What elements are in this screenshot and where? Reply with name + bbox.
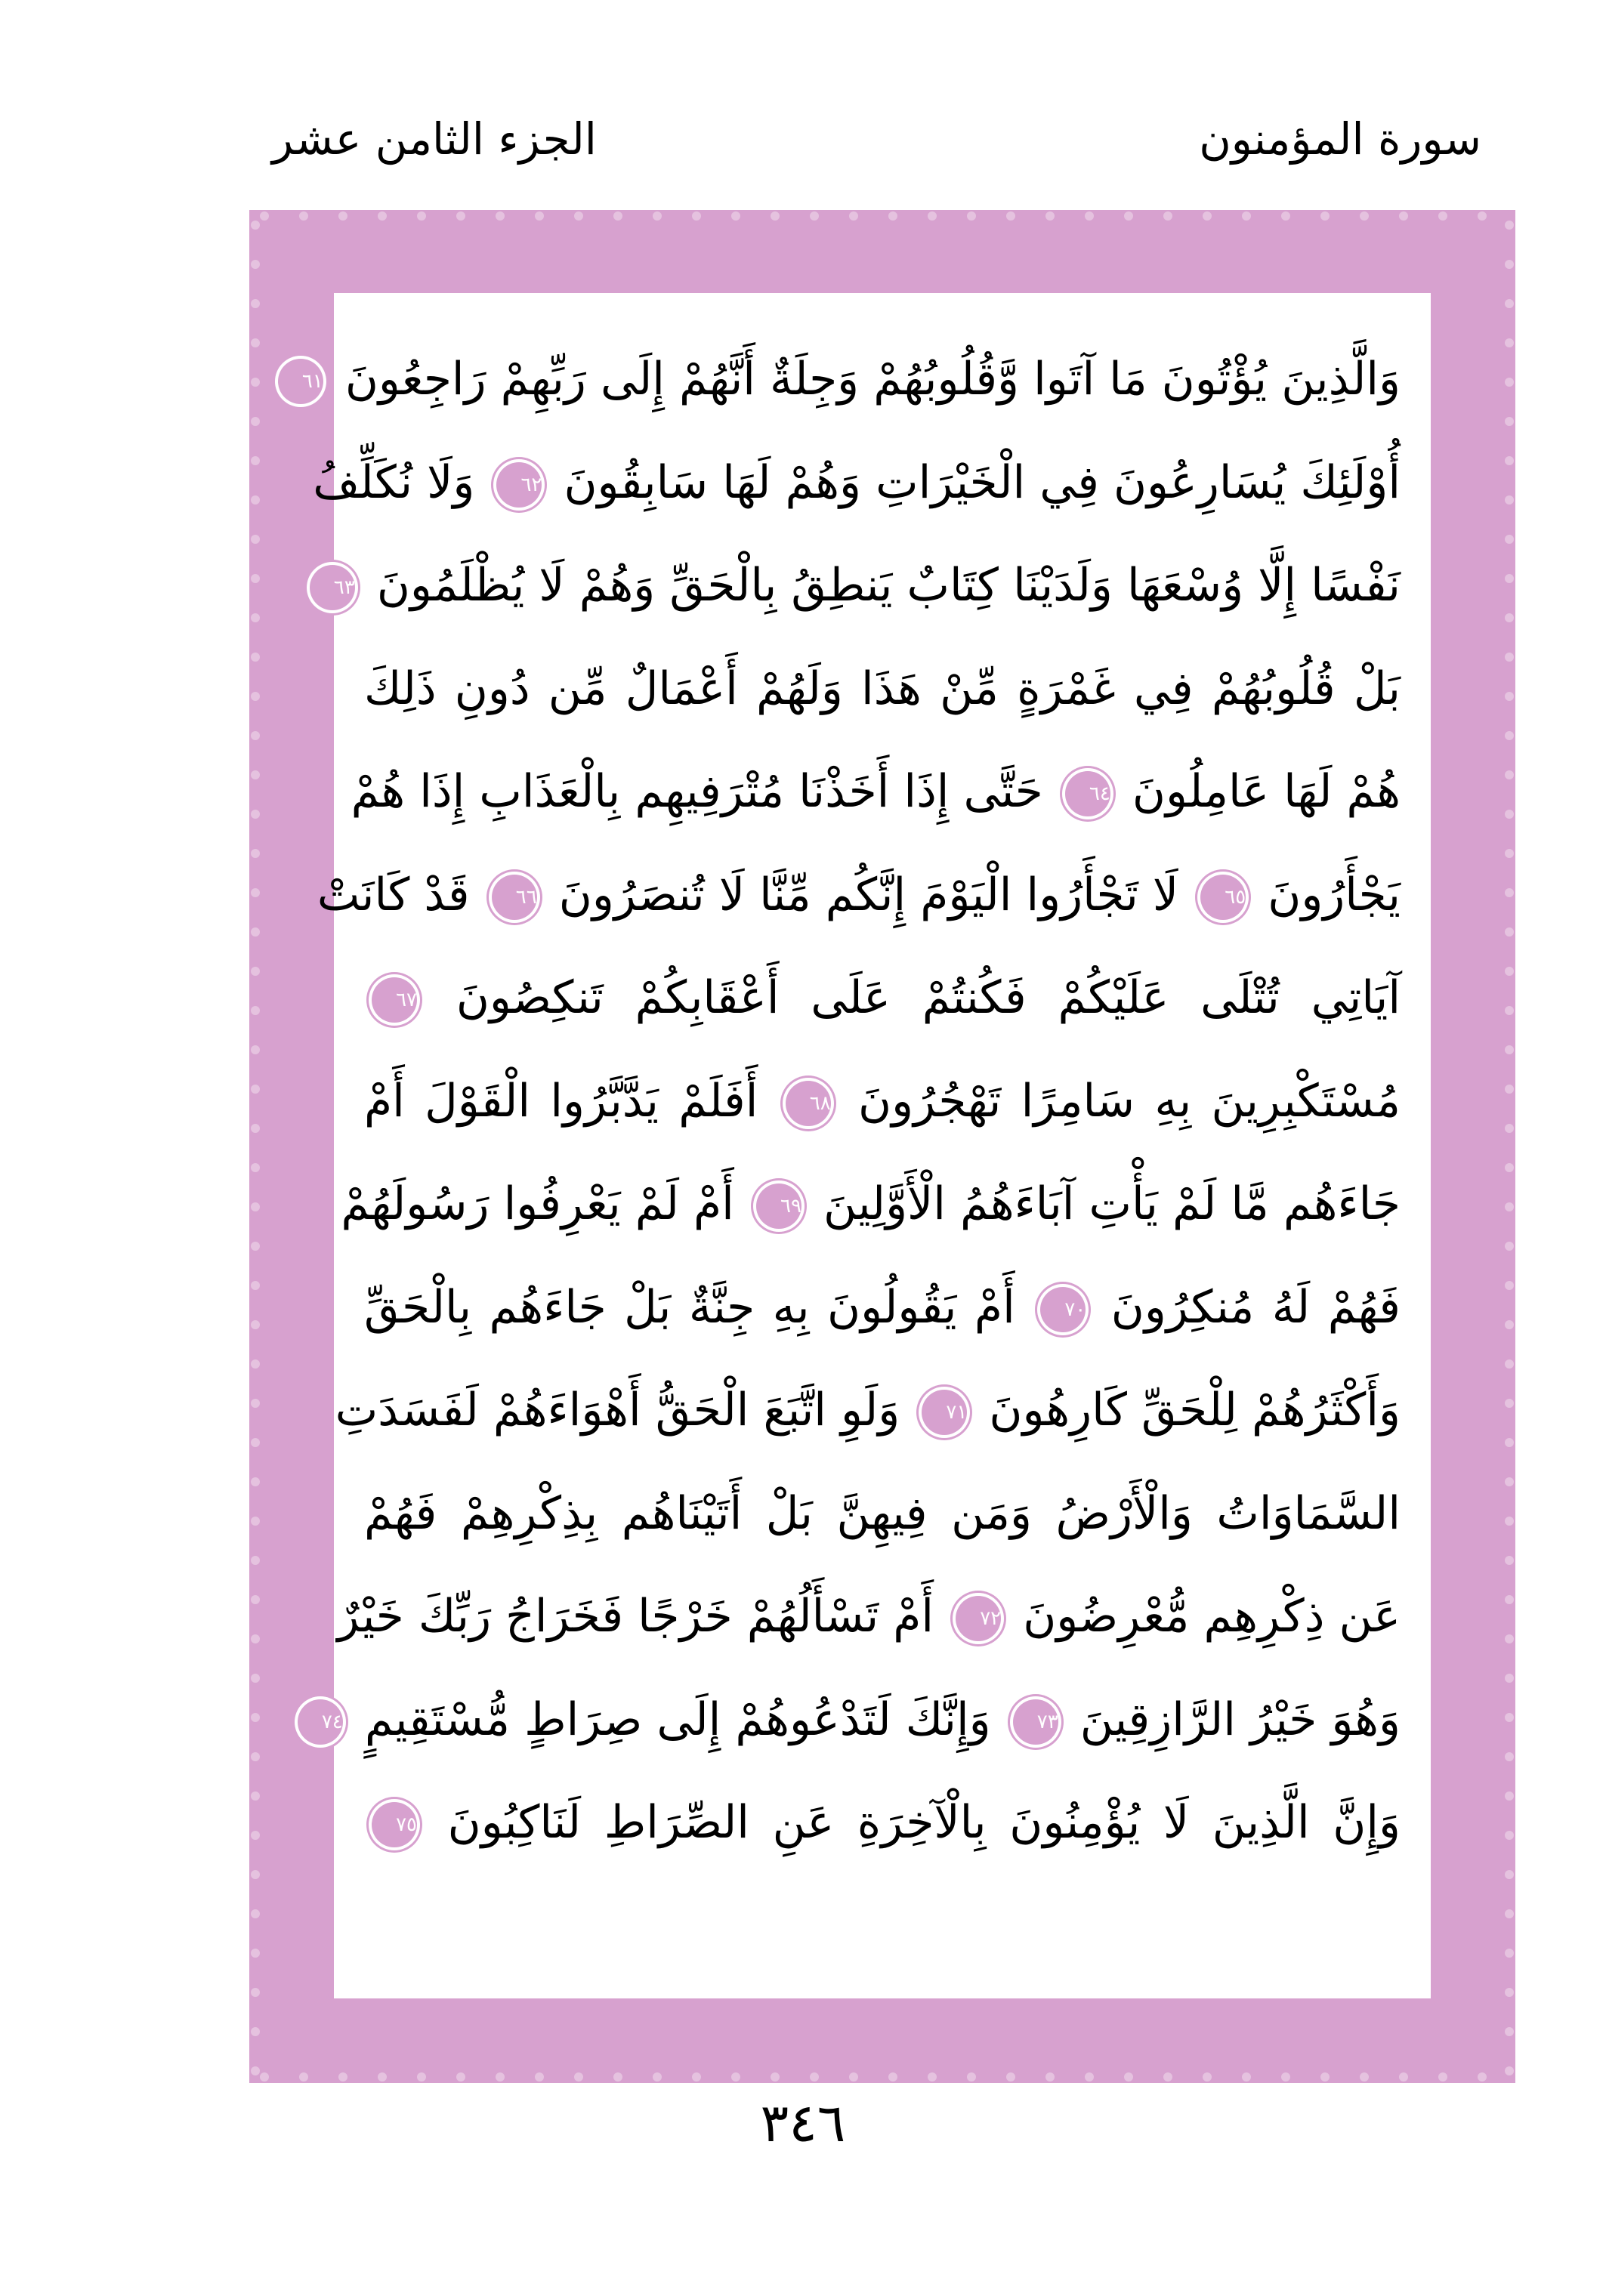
frame-scallop: [251, 1831, 260, 1840]
verse-line: [364, 637, 1401, 741]
verse-text: أَمْ يَقُولُونَ بِهِ جِنَّةٌ بَلْ جَاءَهُم بِالْحَقِّ: [364, 1280, 1015, 1334]
verse-line: [341, 1153, 1401, 1256]
frame-scallop: [1505, 1085, 1514, 1094]
verse-text: وَلَوِ اتَّبَعَ الْحَقُّ أَهْوَاءَهُمْ لَفَسَدَتِ: [335, 1384, 900, 1437]
frame-scallop: [251, 417, 260, 426]
frame-scallop: [496, 211, 505, 221]
frame-scallop: [1505, 1281, 1514, 1290]
frame-scallop: [456, 211, 465, 221]
frame-scallop: [1505, 810, 1514, 819]
frame-scallop: [251, 1281, 260, 1290]
frame-scallop: [613, 211, 622, 221]
frame-scallop: [251, 1791, 260, 1801]
frame-scallop: [1360, 211, 1369, 221]
frame-scallop: [378, 211, 387, 221]
frame-scallop: [653, 211, 662, 221]
juz-name-header: الجزء الثامن عشر: [272, 113, 597, 165]
frame-scallop: [251, 1242, 260, 1251]
frame-scallop: [1242, 2072, 1251, 2082]
frame-scallop: [1505, 1556, 1514, 1565]
verse-text: أَمْ لَمْ يَعْرِفُوا رَسُولَهُمْ: [341, 1177, 734, 1230]
frame-scallop: [251, 1477, 260, 1486]
frame-scallop: [1505, 1242, 1514, 1251]
frame-scallop: [251, 1517, 260, 1526]
frame-scallop: [1505, 888, 1514, 897]
ayah-number-marker: ٧٥: [372, 1802, 417, 1847]
frame-scallop: [338, 211, 347, 221]
frame-scallop: [613, 2072, 622, 2082]
frame-scallop: [1505, 770, 1514, 779]
frame-scallop: [1124, 2072, 1133, 2082]
frame-scallop: [692, 2072, 701, 2082]
frame-scallop: [251, 1124, 260, 1133]
frame-scallop: [810, 211, 819, 221]
verse-text: يَجْأَرُونَ: [1268, 868, 1401, 921]
frame-scallop: [299, 211, 308, 221]
verse-line: [364, 1771, 1401, 1875]
frame-scallop: [251, 1438, 260, 1447]
frame-scallop: [251, 1359, 260, 1369]
ayah-number-marker: ٧٣: [1013, 1699, 1058, 1745]
verse-line: [313, 431, 1401, 535]
frame-scallop: [251, 574, 260, 583]
frame-scallop: [849, 2072, 858, 2082]
frame-scallop: [251, 1752, 260, 1761]
frame-scallop: [251, 535, 260, 544]
verse-line: [351, 740, 1401, 844]
frame-scallop: [1505, 1045, 1514, 1054]
verse-line: [337, 1565, 1401, 1668]
frame-scallop: [1085, 211, 1094, 221]
verse-text: عَن ذِكْرِهِم مُّعْرِضُونَ: [1023, 1590, 1401, 1643]
frame-scallop: [1124, 211, 1133, 221]
frame-scallop: [1505, 1477, 1514, 1486]
frame-scallop: [1505, 1713, 1514, 1722]
frame-scallop: [251, 770, 260, 779]
frame-scallop: [251, 260, 260, 269]
frame-scallop: [1505, 378, 1514, 387]
frame-scallop: [535, 211, 544, 221]
verse-line: [364, 1256, 1401, 1359]
frame-scallop: [251, 299, 260, 308]
frame-scallop: [251, 1909, 260, 1918]
frame-scallop: [251, 653, 260, 662]
frame-scallop: [251, 731, 260, 740]
ayah-number-marker: ٧٤: [298, 1699, 343, 1745]
frame-scallop: [251, 1556, 260, 1565]
frame-scallop: [1505, 849, 1514, 858]
frame-scallop: [1505, 692, 1514, 701]
verse-text: أَمْ تَسْأَلُهُمْ خَرْجًا فَخَرَاجُ رَبِّكَ خَيْرٌ: [337, 1590, 934, 1643]
frame-scallop: [535, 2072, 544, 2082]
frame-scallop: [1045, 2072, 1055, 2082]
verse-text: أَفَلَمْ يَدَّبَّرُوا الْقَوْلَ أَمْ: [364, 1074, 758, 1128]
ayah-number-marker: ٦٩: [756, 1183, 801, 1229]
frame-scallop: [1505, 2027, 1514, 2036]
verse-text: لَا تَجْأَرُوا الْيَوْمَ إِنَّكُم مِّنَّا لَا تُنصَرُونَ: [558, 868, 1179, 921]
frame-scallop: [1360, 2072, 1369, 2082]
frame-scallop: [1438, 2072, 1447, 2082]
verse-text: أُوْلَئِكَ يُسَارِعُونَ فِي الْخَيْرَاتِ وَهُمْ لَهَا سَابِقُونَ: [564, 455, 1401, 509]
frame-scallop: [251, 1634, 260, 1643]
frame-scallop: [1505, 1438, 1514, 1447]
frame-scallop: [1505, 2066, 1514, 2075]
ayah-number-marker: ٦٤: [1065, 771, 1110, 816]
verse-text: قَدْ كَانَتْ: [317, 868, 470, 921]
frame-scallop: [496, 2072, 505, 2082]
verse-text: آيَاتِي تُتْلَى عَلَيْكُمْ فَكُنتُمْ عَلَى أَعْقَابِكُمْ تَنكِصُونَ: [456, 971, 1401, 1024]
frame-scallop: [967, 2072, 976, 2082]
frame-scallop: [1478, 211, 1487, 221]
frame-scallop: [251, 378, 260, 387]
frame-scallop: [1505, 1595, 1514, 1604]
frame-scallop: [888, 2072, 897, 2082]
ayah-number-marker: ٦٥: [1200, 875, 1246, 920]
frame-scallop: [1203, 211, 1212, 221]
frame-scallop: [1505, 1909, 1514, 1918]
frame-scallop: [1505, 260, 1514, 269]
frame-scallop: [1505, 456, 1514, 465]
frame-scallop: [1281, 211, 1290, 221]
frame-scallop: [1505, 1870, 1514, 1879]
frame-scallop: [251, 221, 260, 230]
frame-scallop: [928, 2072, 937, 2082]
frame-scallop: [888, 211, 897, 221]
frame-scallop: [1505, 1791, 1514, 1801]
verse-line: [335, 1359, 1401, 1462]
frame-scallop: [1505, 495, 1514, 505]
frame-scallop: [251, 1163, 260, 1172]
frame-scallop: [1505, 1949, 1514, 1958]
frame-scallop: [1505, 574, 1514, 583]
frame-scallop: [1505, 1517, 1514, 1526]
frame-scallop: [1505, 1320, 1514, 1329]
text-panel: [301, 293, 1431, 1998]
frame-scallop: [731, 211, 740, 221]
page-number: ٣٤٦: [760, 2092, 846, 2154]
frame-scallop: [1281, 2072, 1290, 2082]
frame-scallop: [260, 2072, 269, 2082]
frame-scallop: [251, 1870, 260, 1879]
frame-scallop: [1505, 1988, 1514, 1997]
frame-scallop: [1242, 211, 1251, 221]
verse-line: [364, 946, 1401, 1050]
frame-scallop: [1505, 535, 1514, 544]
surah-name-header: سورة المؤمنون: [1199, 113, 1481, 165]
frame-scallop: [771, 211, 780, 221]
frame-scallop: [251, 1674, 260, 1683]
verse-text: مُسْتَكْبِرِينَ بِهِ سَامِرًا تَهْجُرُونَ: [858, 1074, 1401, 1128]
frame-scallop: [1505, 1006, 1514, 1015]
verse-line: [321, 1668, 1401, 1772]
frame-scallop: [1505, 417, 1514, 426]
ayah-number-marker: ٦١: [278, 359, 323, 404]
frame-scallop: [251, 2027, 260, 2036]
frame-scallop: [1006, 211, 1015, 221]
frame-scallop: [574, 2072, 583, 2082]
frame-scallop: [1045, 211, 1055, 221]
frame-scallop: [251, 1399, 260, 1408]
verse-line: [301, 328, 1401, 431]
frame-scallop: [574, 211, 583, 221]
frame-scallop: [653, 2072, 662, 2082]
frame-scallop: [1399, 211, 1408, 221]
frame-scallop: [251, 888, 260, 897]
frame-scallop: [251, 1949, 260, 1958]
frame-scallop: [692, 211, 701, 221]
frame-scallop: [378, 2072, 387, 2082]
frame-scallop: [251, 1045, 260, 1054]
frame-scallop: [251, 1085, 260, 1094]
frame-scallop: [1478, 2072, 1487, 2082]
frame-scallop: [1505, 1163, 1514, 1172]
frame-scallop: [1505, 221, 1514, 230]
verse-text: السَّمَاوَاتُ وَالْأَرْضُ وَمَن فِيهِنَّ بَلْ أَتَيْنَاهُم بِذِكْرِهِمْ فَهُمْ: [364, 1486, 1401, 1540]
frame-scallop: [1203, 2072, 1212, 2082]
frame-scallop: [1505, 1752, 1514, 1761]
frame-scallop: [251, 2066, 260, 2075]
frame-scallop: [456, 2072, 465, 2082]
ayah-number-marker: ٦٨: [786, 1081, 831, 1126]
verse-line: [317, 844, 1401, 947]
frame-scallop: [251, 1988, 260, 1997]
frame-scallop: [731, 2072, 740, 2082]
frame-scallop: [1163, 211, 1172, 221]
verse-text: وَأَكْثَرُهُمْ لِلْحَقِّ كَارِهُونَ: [989, 1384, 1401, 1437]
frame-scallop: [1505, 967, 1514, 976]
frame-scallop: [417, 2072, 426, 2082]
verse-text: وَإِنَّكَ لَتَدْعُوهُمْ إِلَى صِرَاطٍ مُّسْتَقِيمٍ: [364, 1693, 991, 1746]
frame-scallop: [1505, 1399, 1514, 1408]
frame-scallop: [810, 2072, 819, 2082]
frame-scallop: [251, 1006, 260, 1015]
verse-text: فَهُمْ لَهُ مُنكِرُونَ: [1110, 1280, 1401, 1334]
frame-scallop: [251, 1320, 260, 1329]
frame-scallop: [251, 495, 260, 505]
verse-text: وَلَا نُكَلِّفُ: [313, 455, 475, 509]
frame-scallop: [251, 1202, 260, 1211]
frame-scallop: [251, 967, 260, 976]
frame-scallop: [251, 692, 260, 701]
frame-scallop: [849, 211, 858, 221]
frame-scallop: [251, 456, 260, 465]
verse-text: وَالَّذِينَ يُؤْتُونَ مَا آتَوا وَّقُلُوبُهُمْ وَجِلَةٌ أَنَّهُمْ إِلَى رَبِّهِمْ رَاجِعُونَ: [344, 353, 1401, 406]
frame-scallop: [1505, 1359, 1514, 1369]
frame-scallop: [260, 211, 269, 221]
verse-text: جَاءَهُم مَّا لَمْ يَأْتِ آبَاءَهُمُ الْأَوَّلِينَ: [823, 1177, 1401, 1230]
frame-scallop: [1163, 2072, 1172, 2082]
frame-scallop: [251, 927, 260, 937]
frame-scallop: [1505, 1634, 1514, 1643]
frame-scallop: [1438, 211, 1447, 221]
frame-scallop: [1399, 2072, 1408, 2082]
frame-scallop: [251, 613, 260, 622]
ayah-number-marker: ٦٦: [492, 875, 537, 920]
frame-scallop: [299, 2072, 308, 2082]
verse-text: هُمْ لَهَا عَامِلُونَ: [1132, 765, 1401, 818]
ayah-number-marker: ٧١: [922, 1390, 967, 1435]
frame-scallop: [251, 849, 260, 858]
frame-scallop: [928, 211, 937, 221]
frame-scallop: [1505, 927, 1514, 937]
ayah-number-marker: ٧٢: [956, 1596, 1001, 1641]
verse-text: حَتَّى إِذَا أَخَذْنَا مُتْرَفِيهِم بِالْعَذَابِ إِذَا هُمْ: [351, 765, 1043, 818]
frame-scallop: [1505, 1674, 1514, 1683]
verse-text: بَلْ قُلُوبُهُمْ فِي غَمْرَةٍ مِّنْ هَذَا وَلَهُمْ أَعْمَالٌ مِّن دُونِ ذَلِكَ: [364, 662, 1401, 715]
frame-scallop: [251, 810, 260, 819]
frame-scallop: [338, 2072, 347, 2082]
ayah-number-marker: ٦٧: [372, 977, 417, 1023]
frame-scallop: [1320, 2072, 1330, 2082]
ayah-number-marker: ٦٣: [310, 565, 355, 610]
frame-scallop: [1505, 1202, 1514, 1211]
verse-lines: [301, 328, 1401, 1875]
frame-scallop: [1505, 299, 1514, 308]
frame-scallop: [251, 1595, 260, 1604]
verse-text: نَفْسًا إِلَّا وُسْعَهَا وَلَدَيْنَا كِتَابٌ يَنطِقُ بِالْحَقِّ وَهُمْ لَا يُظْلَمُونَ: [376, 559, 1401, 612]
frame-scallop: [1505, 731, 1514, 740]
frame-scallop: [417, 211, 426, 221]
verse-line: [333, 534, 1401, 637]
verse-line: [364, 1462, 1401, 1566]
frame-scallop: [1505, 1124, 1514, 1133]
verse-line: [364, 1050, 1401, 1153]
verse-text: وَإِنَّ الَّذِينَ لَا يُؤْمِنُونَ بِالْآخِرَةِ عَنِ الصِّرَاطِ لَنَاكِبُونَ: [447, 1796, 1401, 1849]
frame-scallop: [251, 1713, 260, 1722]
ayah-number-marker: ٦٢: [496, 462, 542, 508]
frame-scallop: [1505, 1831, 1514, 1840]
frame-scallop: [771, 2072, 780, 2082]
frame-scallop: [1505, 338, 1514, 347]
verse-text: وَهُوَ خَيْرُ الرَّازِقِينَ: [1079, 1693, 1401, 1746]
frame-scallop: [967, 211, 976, 221]
frame-scallop: [251, 338, 260, 347]
ayah-number-marker: ٧٠: [1040, 1287, 1086, 1332]
frame-scallop: [1085, 2072, 1094, 2082]
frame-scallop: [1505, 613, 1514, 622]
frame-scallop: [1320, 211, 1330, 221]
frame-scallop: [1505, 653, 1514, 662]
frame-scallop: [1006, 2072, 1015, 2082]
